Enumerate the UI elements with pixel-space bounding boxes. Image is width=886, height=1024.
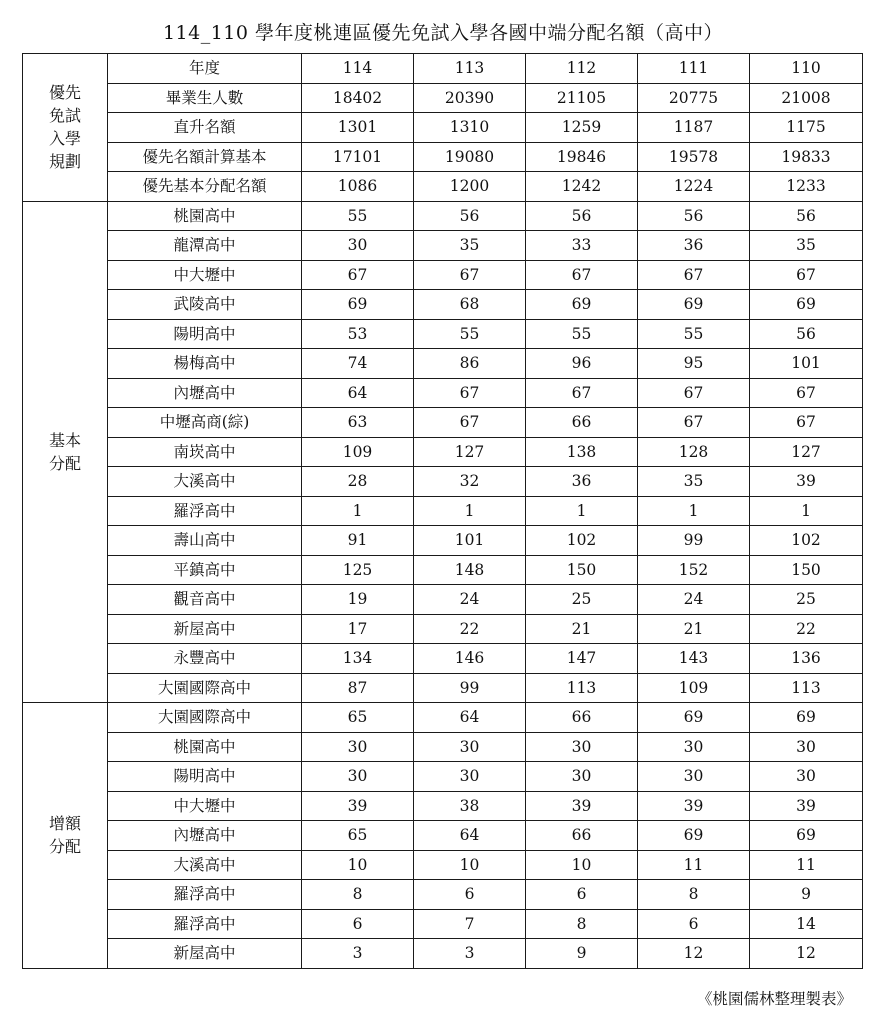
value-cell: 1233 <box>750 172 863 202</box>
table-row <box>23 408 863 438</box>
value-cell: 55 <box>638 319 750 349</box>
value-cell: 10 <box>526 850 638 880</box>
value-cell: 36 <box>526 467 638 497</box>
value-cell: 39 <box>750 791 863 821</box>
value-cell: 67 <box>750 408 863 438</box>
value-cell: 1200 <box>414 172 526 202</box>
value-cell: 56 <box>414 201 526 231</box>
value-cell: 1175 <box>750 113 863 143</box>
value-cell: 138 <box>526 437 638 467</box>
value-cell: 9 <box>750 880 863 910</box>
value-cell: 86 <box>414 349 526 379</box>
value-cell: 91 <box>302 526 414 556</box>
value-cell: 56 <box>526 201 638 231</box>
row-label: 大溪高中 <box>108 467 302 497</box>
value-cell: 134 <box>302 644 414 674</box>
value-cell: 32 <box>414 467 526 497</box>
value-cell: 6 <box>526 880 638 910</box>
value-cell: 21008 <box>750 83 863 113</box>
table-row <box>23 732 863 762</box>
table-row <box>23 260 863 290</box>
value-cell: 39 <box>750 467 863 497</box>
table-row <box>23 201 863 231</box>
value-cell: 67 <box>750 260 863 290</box>
value-cell: 53 <box>302 319 414 349</box>
table-row <box>23 142 863 172</box>
value-cell: 114 <box>302 54 414 84</box>
row-label: 中大壢中 <box>108 791 302 821</box>
table-row <box>23 526 863 556</box>
table-row <box>23 378 863 408</box>
value-cell: 1301 <box>302 113 414 143</box>
value-cell: 136 <box>750 644 863 674</box>
value-cell: 14 <box>750 909 863 939</box>
value-cell: 1 <box>526 496 638 526</box>
value-cell: 12 <box>750 939 863 969</box>
table-row <box>23 850 863 880</box>
value-cell: 10 <box>414 850 526 880</box>
value-cell: 30 <box>526 732 638 762</box>
row-label: 羅浮高中 <box>108 880 302 910</box>
value-cell: 1086 <box>302 172 414 202</box>
value-cell: 30 <box>638 732 750 762</box>
value-cell: 35 <box>750 231 863 261</box>
table-row <box>23 821 863 851</box>
value-cell: 8 <box>302 880 414 910</box>
quota-table <box>22 53 863 969</box>
value-cell: 109 <box>638 673 750 703</box>
value-cell: 39 <box>302 791 414 821</box>
table-row <box>23 614 863 644</box>
value-cell: 20390 <box>414 83 526 113</box>
value-cell: 99 <box>414 673 526 703</box>
value-cell: 113 <box>414 54 526 84</box>
value-cell: 6 <box>414 880 526 910</box>
section-priority-plan <box>23 54 108 202</box>
value-cell: 1310 <box>414 113 526 143</box>
value-cell: 56 <box>750 319 863 349</box>
value-cell: 9 <box>526 939 638 969</box>
table-row <box>23 290 863 320</box>
value-cell: 39 <box>526 791 638 821</box>
row-label: 南崁高中 <box>108 437 302 467</box>
value-cell: 30 <box>414 732 526 762</box>
table-row <box>23 172 863 202</box>
value-cell: 18402 <box>302 83 414 113</box>
value-cell: 1224 <box>638 172 750 202</box>
value-cell: 148 <box>414 555 526 585</box>
value-cell: 35 <box>638 467 750 497</box>
section-extra-allocation <box>23 703 108 969</box>
value-cell: 127 <box>414 437 526 467</box>
value-cell: 64 <box>414 703 526 733</box>
value-cell: 74 <box>302 349 414 379</box>
table-row <box>23 880 863 910</box>
row-label: 畢業生人數 <box>108 83 302 113</box>
value-cell: 111 <box>638 54 750 84</box>
section-label-text: 基本分配 <box>49 430 82 473</box>
value-cell: 69 <box>638 821 750 851</box>
value-cell: 66 <box>526 703 638 733</box>
table-row <box>23 349 863 379</box>
value-cell: 30 <box>750 732 863 762</box>
table-row <box>23 762 863 792</box>
value-cell: 1 <box>638 496 750 526</box>
value-cell: 113 <box>750 673 863 703</box>
table-row <box>23 585 863 615</box>
value-cell: 19080 <box>414 142 526 172</box>
row-label: 年度 <box>108 54 302 84</box>
value-cell: 21 <box>638 614 750 644</box>
row-label: 陽明高中 <box>108 319 302 349</box>
value-cell: 8 <box>526 909 638 939</box>
table-row <box>23 437 863 467</box>
page-title: 114_110 學年度桃連區優先免試入學各國中端分配名額（高中） <box>162 22 724 44</box>
value-cell: 21105 <box>526 83 638 113</box>
value-cell: 17 <box>302 614 414 644</box>
value-cell: 67 <box>526 260 638 290</box>
value-cell: 102 <box>526 526 638 556</box>
value-cell: 30 <box>302 762 414 792</box>
row-label: 陽明高中 <box>108 762 302 792</box>
table-row <box>23 791 863 821</box>
table-row <box>23 319 863 349</box>
value-cell: 150 <box>750 555 863 585</box>
value-cell: 69 <box>750 821 863 851</box>
value-cell: 67 <box>638 408 750 438</box>
value-cell: 22 <box>750 614 863 644</box>
value-cell: 150 <box>526 555 638 585</box>
value-cell: 1 <box>302 496 414 526</box>
quota-table-body <box>23 54 863 969</box>
value-cell: 127 <box>750 437 863 467</box>
row-label: 內壢高中 <box>108 821 302 851</box>
value-cell: 33 <box>526 231 638 261</box>
value-cell: 6 <box>302 909 414 939</box>
row-label: 羅浮高中 <box>108 909 302 939</box>
value-cell: 1 <box>414 496 526 526</box>
value-cell: 66 <box>526 821 638 851</box>
value-cell: 67 <box>302 260 414 290</box>
value-cell: 67 <box>750 378 863 408</box>
row-label: 龍潭高中 <box>108 231 302 261</box>
value-cell: 112 <box>526 54 638 84</box>
header-row <box>23 54 863 84</box>
value-cell: 67 <box>526 378 638 408</box>
row-label: 觀音高中 <box>108 585 302 615</box>
table-row <box>23 496 863 526</box>
value-cell: 19578 <box>638 142 750 172</box>
value-cell: 69 <box>638 703 750 733</box>
row-label: 新屋高中 <box>108 614 302 644</box>
value-cell: 39 <box>638 791 750 821</box>
table-row <box>23 555 863 585</box>
value-cell: 67 <box>638 378 750 408</box>
row-label: 中大壢中 <box>108 260 302 290</box>
value-cell: 128 <box>638 437 750 467</box>
row-label: 桃園高中 <box>108 732 302 762</box>
row-label: 大園國際高中 <box>108 673 302 703</box>
value-cell: 11 <box>638 850 750 880</box>
value-cell: 30 <box>750 762 863 792</box>
value-cell: 21 <box>526 614 638 644</box>
section-label-text: 增額分配 <box>49 814 82 857</box>
value-cell: 101 <box>414 526 526 556</box>
value-cell: 152 <box>638 555 750 585</box>
section-basic-allocation <box>23 201 108 703</box>
value-cell: 55 <box>302 201 414 231</box>
value-cell: 10 <box>302 850 414 880</box>
value-cell: 19 <box>302 585 414 615</box>
value-cell: 102 <box>750 526 863 556</box>
value-cell: 147 <box>526 644 638 674</box>
value-cell: 63 <box>302 408 414 438</box>
value-cell: 55 <box>526 319 638 349</box>
table-row <box>23 939 863 969</box>
row-label: 永豐高中 <box>108 644 302 674</box>
value-cell: 24 <box>638 585 750 615</box>
row-label: 楊梅高中 <box>108 349 302 379</box>
value-cell: 56 <box>638 201 750 231</box>
value-cell: 64 <box>302 378 414 408</box>
value-cell: 8 <box>638 880 750 910</box>
value-cell: 19833 <box>750 142 863 172</box>
value-cell: 68 <box>414 290 526 320</box>
row-label: 大園國際高中 <box>108 703 302 733</box>
value-cell: 28 <box>302 467 414 497</box>
value-cell: 38 <box>414 791 526 821</box>
value-cell: 36 <box>638 231 750 261</box>
value-cell: 56 <box>750 201 863 231</box>
value-cell: 3 <box>414 939 526 969</box>
value-cell: 30 <box>638 762 750 792</box>
value-cell: 64 <box>414 821 526 851</box>
value-cell: 65 <box>302 821 414 851</box>
value-cell: 113 <box>526 673 638 703</box>
value-cell: 69 <box>750 290 863 320</box>
table-row <box>23 673 863 703</box>
value-cell: 67 <box>414 260 526 290</box>
value-cell: 55 <box>414 319 526 349</box>
value-cell: 6 <box>638 909 750 939</box>
row-label: 中壢高商(綜) <box>108 408 302 438</box>
value-cell: 24 <box>414 585 526 615</box>
value-cell: 95 <box>638 349 750 379</box>
value-cell: 146 <box>414 644 526 674</box>
value-cell: 66 <box>526 408 638 438</box>
value-cell: 35 <box>414 231 526 261</box>
row-label: 內壢高中 <box>108 378 302 408</box>
value-cell: 1 <box>750 496 863 526</box>
row-label: 羅浮高中 <box>108 496 302 526</box>
value-cell: 69 <box>302 290 414 320</box>
table-row <box>23 909 863 939</box>
value-cell: 30 <box>526 762 638 792</box>
table-row <box>23 644 863 674</box>
value-cell: 12 <box>638 939 750 969</box>
value-cell: 1242 <box>526 172 638 202</box>
row-label: 新屋高中 <box>108 939 302 969</box>
value-cell: 1187 <box>638 113 750 143</box>
value-cell: 96 <box>526 349 638 379</box>
value-cell: 25 <box>750 585 863 615</box>
row-label: 武陵高中 <box>108 290 302 320</box>
value-cell: 67 <box>414 378 526 408</box>
value-cell: 69 <box>526 290 638 320</box>
value-cell: 3 <box>302 939 414 969</box>
row-label: 壽山高中 <box>108 526 302 556</box>
value-cell: 7 <box>414 909 526 939</box>
value-cell: 17101 <box>302 142 414 172</box>
value-cell: 25 <box>526 585 638 615</box>
value-cell: 20775 <box>638 83 750 113</box>
table-row <box>23 113 863 143</box>
value-cell: 67 <box>638 260 750 290</box>
value-cell: 30 <box>414 762 526 792</box>
value-cell: 67 <box>414 408 526 438</box>
row-label: 優先名額計算基本 <box>108 142 302 172</box>
value-cell: 101 <box>750 349 863 379</box>
table-row <box>23 703 863 733</box>
table-row <box>23 83 863 113</box>
value-cell: 65 <box>302 703 414 733</box>
table-row <box>23 231 863 261</box>
value-cell: 22 <box>414 614 526 644</box>
value-cell: 11 <box>750 850 863 880</box>
row-label: 平鎮高中 <box>108 555 302 585</box>
section-label-text: 優先免試入學規劃 <box>49 83 82 172</box>
source-credit: 《桃園儒林整理製表》 <box>696 990 852 1008</box>
table-row <box>23 467 863 497</box>
value-cell: 109 <box>302 437 414 467</box>
value-cell: 30 <box>302 732 414 762</box>
row-label: 桃園高中 <box>108 201 302 231</box>
value-cell: 69 <box>750 703 863 733</box>
value-cell: 19846 <box>526 142 638 172</box>
value-cell: 110 <box>750 54 863 84</box>
value-cell: 69 <box>638 290 750 320</box>
row-label: 直升名額 <box>108 113 302 143</box>
value-cell: 30 <box>302 231 414 261</box>
value-cell: 99 <box>638 526 750 556</box>
row-label: 大溪高中 <box>108 850 302 880</box>
value-cell: 87 <box>302 673 414 703</box>
row-label: 優先基本分配名額 <box>108 172 302 202</box>
value-cell: 143 <box>638 644 750 674</box>
value-cell: 1259 <box>526 113 638 143</box>
value-cell: 125 <box>302 555 414 585</box>
